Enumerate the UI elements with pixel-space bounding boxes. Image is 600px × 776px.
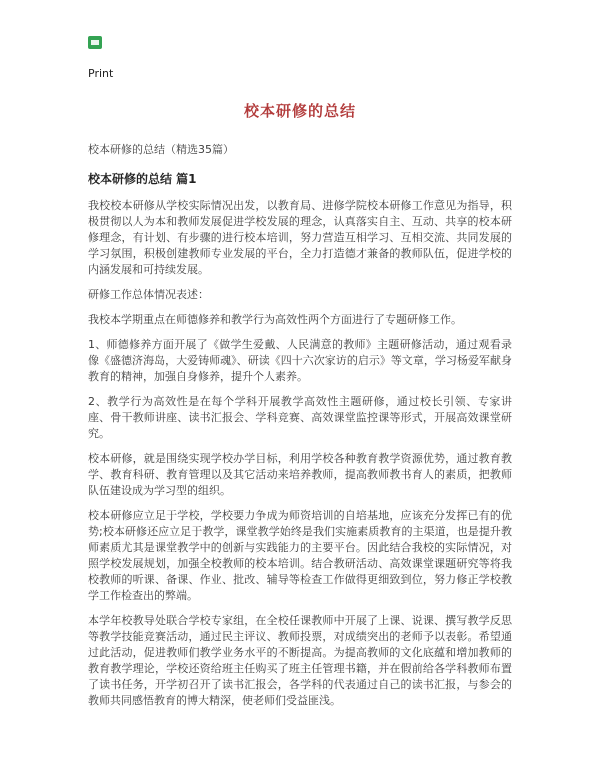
paragraph: 研修工作总体情况表述： — [88, 288, 209, 301]
paragraph: 校本研修，就是围绕实现学校办学目标，利用学校各种教育教学资源优势，通过教育教学、教育科研、教育管理以及其它活动来培养教师，提高教师教书育人的素质，把教师队伍建设成为学习型的组织。 — [88, 452, 512, 497]
paragraph: 我校校本研修从学校实际情况出发，以教育局、进修学院校本研修工作意见为指导，积极贯彻以人为本和教师发展促进学校发展的理念，认真落实自主、互动、共享的校本研修理念，有计划、有步骤的进行校本培训，努力营造互相学习、互相交流、共同发展的学习氛围，积极创建教师专业发展的平台，全力打造德才兼备的教师队伍，促进学校的内涵发展和可持续发展。 — [88, 199, 512, 276]
page-title: 校本研修的总结 — [243, 102, 356, 120]
print-button[interactable]: Print — [88, 67, 114, 80]
paragraph: 1、师德修养方面开展了《做学生爱戴、人民满意的教师》主题研修活动，通过观看录像《盛德济海岛，大爱铸师魂》、研读《四十六次家访的启示》等文章，学习杨爱军献身教育的精神，加强自身修养，提升个人素养。 — [88, 338, 512, 383]
paragraph: 校本研修应立足于学校，学校要力争成为师资培训的自培基地，应该充分发挥已有的优势;校本研修还应立足于教学，课堂教学始终是我们实施素质教育的主渠道，也是提升教师素质尤其是课堂教学中的创新与实践能力的主要平台。因此结合我校的实际情况，对照学校发展规划，加强全校教师的校本培训。结合教研活动、高效课堂课题研究等将我校教师的听课、备课、作业、批改、辅导等检查工作做得更细致到位，努力修正学校教学工作检查出的弊端。 — [88, 509, 512, 602]
paragraph: 2、教学行为高效性是在每个学科开展教学高效性主题研修，通过校长引领、专家讲座、骨干教师讲座、读书汇报会、学科竞赛、高效课堂监控课等形式，开展高效课堂研究。 — [88, 395, 512, 440]
paragraph: 我校本学期重点在师德修养和教学行为高效性两个方面进行了专题研修工作。 — [88, 313, 462, 326]
paragraph: 本学年校教导处联合学校专家组，在全校任课教师中开展了上课、说课、撰写教学反思等教学技能竞赛活动，通过民主评议、教师投票，对成绩突出的老师予以表彰。希望通过此活动，促进教师们教学业务水平的不断提高。为提高教师的文化底蕴和增加教师的教育教学理论，学校还资给班主任购买了班主任管理书籍，并在假前给各学科教师布置了读书任务，开学初召开了读书汇报会，各学科的代表通过自己的读书汇报，与参会的教师共同感悟教育的博大精深，使老师们受益匪浅。 — [88, 614, 512, 707]
article-subtitle: 校本研修的总结（精选35篇） — [88, 143, 234, 156]
print-icon[interactable] — [88, 36, 102, 49]
section-heading: 校本研修的总结 篇1 — [88, 172, 197, 186]
